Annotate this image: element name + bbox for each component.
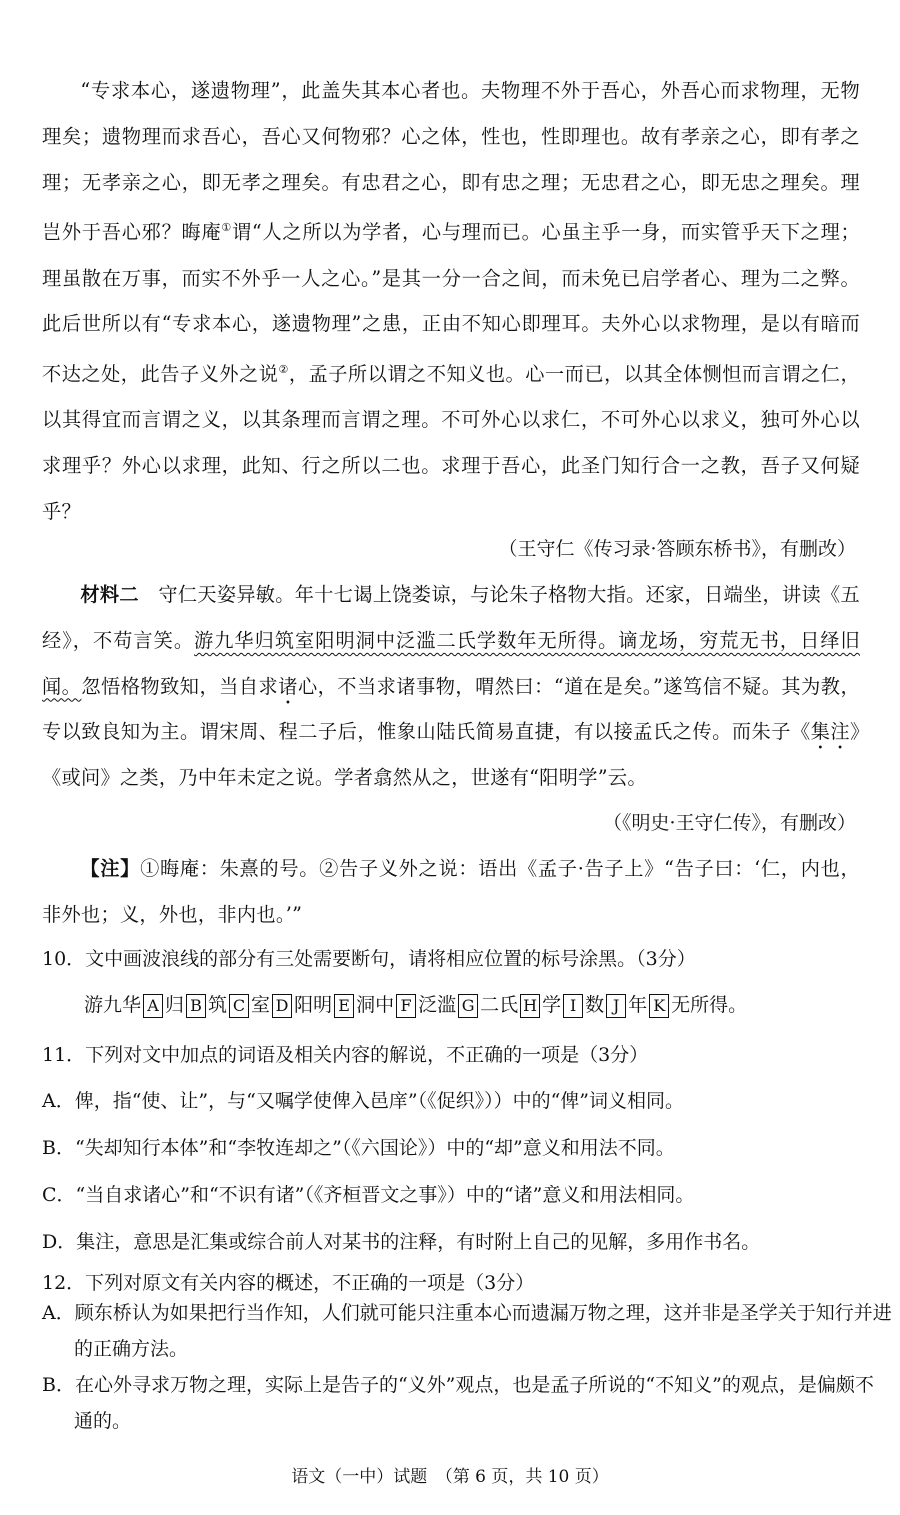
q12-option-b[interactable]: B．在心外寻求万物之理，实际上是告子的“义外”观点，也是孟子所说的“不知义”的观点，是偏颇不通的。 — [42, 1374, 874, 1432]
q10-segment: 泛滥 — [418, 994, 457, 1016]
material1-text2: 谓“人之所以为学者，心与理而已。心虽主乎一身，而实管乎天下之理；理虽散在万事，而实不外乎一人之心。”是其一分一合之间，而未免已启学者心、理为二之弊。此后世所以有“专求本心，遂遗物理”之患，正由不知心即理耳。夫外心以求物理，是以有暗而不达之处，此告子义外之说 — [42, 220, 860, 386]
q10-segment: 洞中 — [356, 994, 395, 1016]
material2-text4: 》《或问》之类，乃中年未定之说。学者翕然从之，世遂有“阳明学”云。 — [42, 720, 860, 790]
page-footer: 语文（一中）试题 （第 6 页，共 10 页） — [291, 1467, 609, 1487]
material1-source: （王守仁《传习录·答顾东桥书》，有删改） — [498, 538, 856, 560]
q10-box-c[interactable]: C — [229, 994, 249, 1018]
dotted-word-zhu: 诸 — [278, 674, 298, 698]
q10-segment: 二氏 — [480, 994, 519, 1016]
q10-box-a[interactable]: A — [143, 994, 163, 1018]
footnote-ref-2: ② — [278, 363, 289, 377]
q10-box-b[interactable]: B — [186, 994, 206, 1018]
dotted-word-jizhu: 集注 — [810, 720, 851, 744]
material1-text1: “专求本心，遂遗物理”，此盖失其本心者也。夫物理不外于吾心，外吾心而求物理，无物理矣；遗物理而求吾心，吾心又何物邪？心之体，性也，性即理也。故有孝亲之心，即有孝之理；无孝亲之心，即无孝之理矣。有忠君之心，即有忠之理；无忠君之心，即无忠之理矣。理岂外于吾心邪？晦庵 — [42, 79, 860, 244]
q10-box-e[interactable]: E — [334, 994, 354, 1018]
q11-option-d[interactable]: D．集注，意思是汇集或综合前人对某书的注释，有时附上自己的见解，多用作书名。 — [42, 1231, 761, 1253]
q10-segment: 无所得。 — [671, 994, 748, 1016]
q11-option-b[interactable]: B．“失却知行本体”和“李牧连却之”（《六国论》）中的“却”意义和用法不同。 — [42, 1137, 675, 1159]
q11-option-a[interactable]: A．俾，指“使、让”，与“又嘱学使俾入邑庠”（《促织》））中的“俾”词义相同。 — [42, 1090, 685, 1112]
wavy-underlined-text: 游九华归筑室阳明洞中泛滥二氏学数年无所得。谪龙场，穷荒无书，日绎旧闻。 — [42, 628, 860, 698]
q10-segment: 学 — [542, 994, 562, 1016]
q10-box-j[interactable]: J — [606, 994, 626, 1018]
note-text: ①晦庵：朱熹的号。②告子义外之说：语出《孟子·告子上》“告子曰：‘仁，内也，非外也；义，外也，非内也。’” — [42, 857, 861, 926]
note-label: 【注】 — [80, 857, 141, 880]
q10-box-row — [84, 990, 747, 1018]
q10-box-k[interactable]: K — [649, 994, 669, 1018]
q12-stem: 12．下列对原文有关内容的概述，不正确的一项是（3分） — [42, 1272, 535, 1294]
q10-box-h[interactable]: H — [520, 994, 540, 1018]
q11-stem: 11．下列对文中加点的词语及相关内容的解说，不正确的一项是（3分） — [42, 1044, 649, 1066]
material1-text3: ，孟子所以谓之不知义也。心一而已，以其全体恻怛而言谓之仁，以其得宜而言谓之义，以其条理而言谓之理。不可外心以求仁，不可外心以求义，独可外心以求理乎？外心以求理，此知、行之所以二也。求理于吾心，此圣门知行合一之教，吾子又何疑乎？ — [42, 362, 860, 523]
footnote-ref-1: ① — [221, 221, 232, 235]
q11-option-c[interactable]: C．“当自求诸心”和“不识有诸”（《齐桓晋文之事》）中的“诸”意义和用法相同。 — [42, 1184, 695, 1206]
q10-segment: 筑 — [208, 994, 228, 1016]
q10-segment: 游九华 — [84, 994, 142, 1016]
q10-box-f[interactable]: F — [396, 994, 416, 1018]
material2-paragraph — [42, 572, 860, 801]
material2-source: （《明史·王守仁传》，有删改） — [602, 812, 856, 834]
q12-option-a[interactable]: A．顾东桥认为如果把行当作知，人们就可能只注重本心而遗漏万物之理，这并非是圣学关于知行并进的正确方法。 — [42, 1302, 892, 1360]
q10-stem: 10．文中画波浪线的部分有三处需要断句，请将相应位置的标号涂黑。（3分） — [42, 948, 696, 970]
q10-box-i[interactable]: I — [563, 994, 583, 1018]
material2-label: 材料二 — [80, 583, 139, 606]
q10-box-d[interactable]: D — [272, 994, 292, 1018]
q10-segment: 室 — [251, 994, 271, 1016]
q10-segment: 阳明 — [294, 994, 333, 1016]
q10-segment: 数 — [585, 994, 605, 1016]
material2-text2: 忽悟格物致知，当自求 — [81, 674, 279, 698]
material1-paragraph — [42, 68, 860, 535]
q10-segment: 归 — [165, 994, 185, 1016]
q10-box-g[interactable]: G — [458, 994, 478, 1018]
material2-text1: 守仁天姿异敏。年十七谒上饶娄谅，与论朱子格物大指。还家，日端坐，讲读《五经》，不苟言笑。 — [42, 583, 860, 652]
q10-segment: 年 — [628, 994, 648, 1016]
note-paragraph — [42, 846, 860, 938]
material2-text3: 心，不当求诸事物，喟然曰：“道在是矣。”遂笃信不疑。其为教，专以致良知为主。谓宋周、程二子后，惟象山陆氏简易直捷，有以接孟氏之传。而朱子《 — [42, 674, 860, 744]
